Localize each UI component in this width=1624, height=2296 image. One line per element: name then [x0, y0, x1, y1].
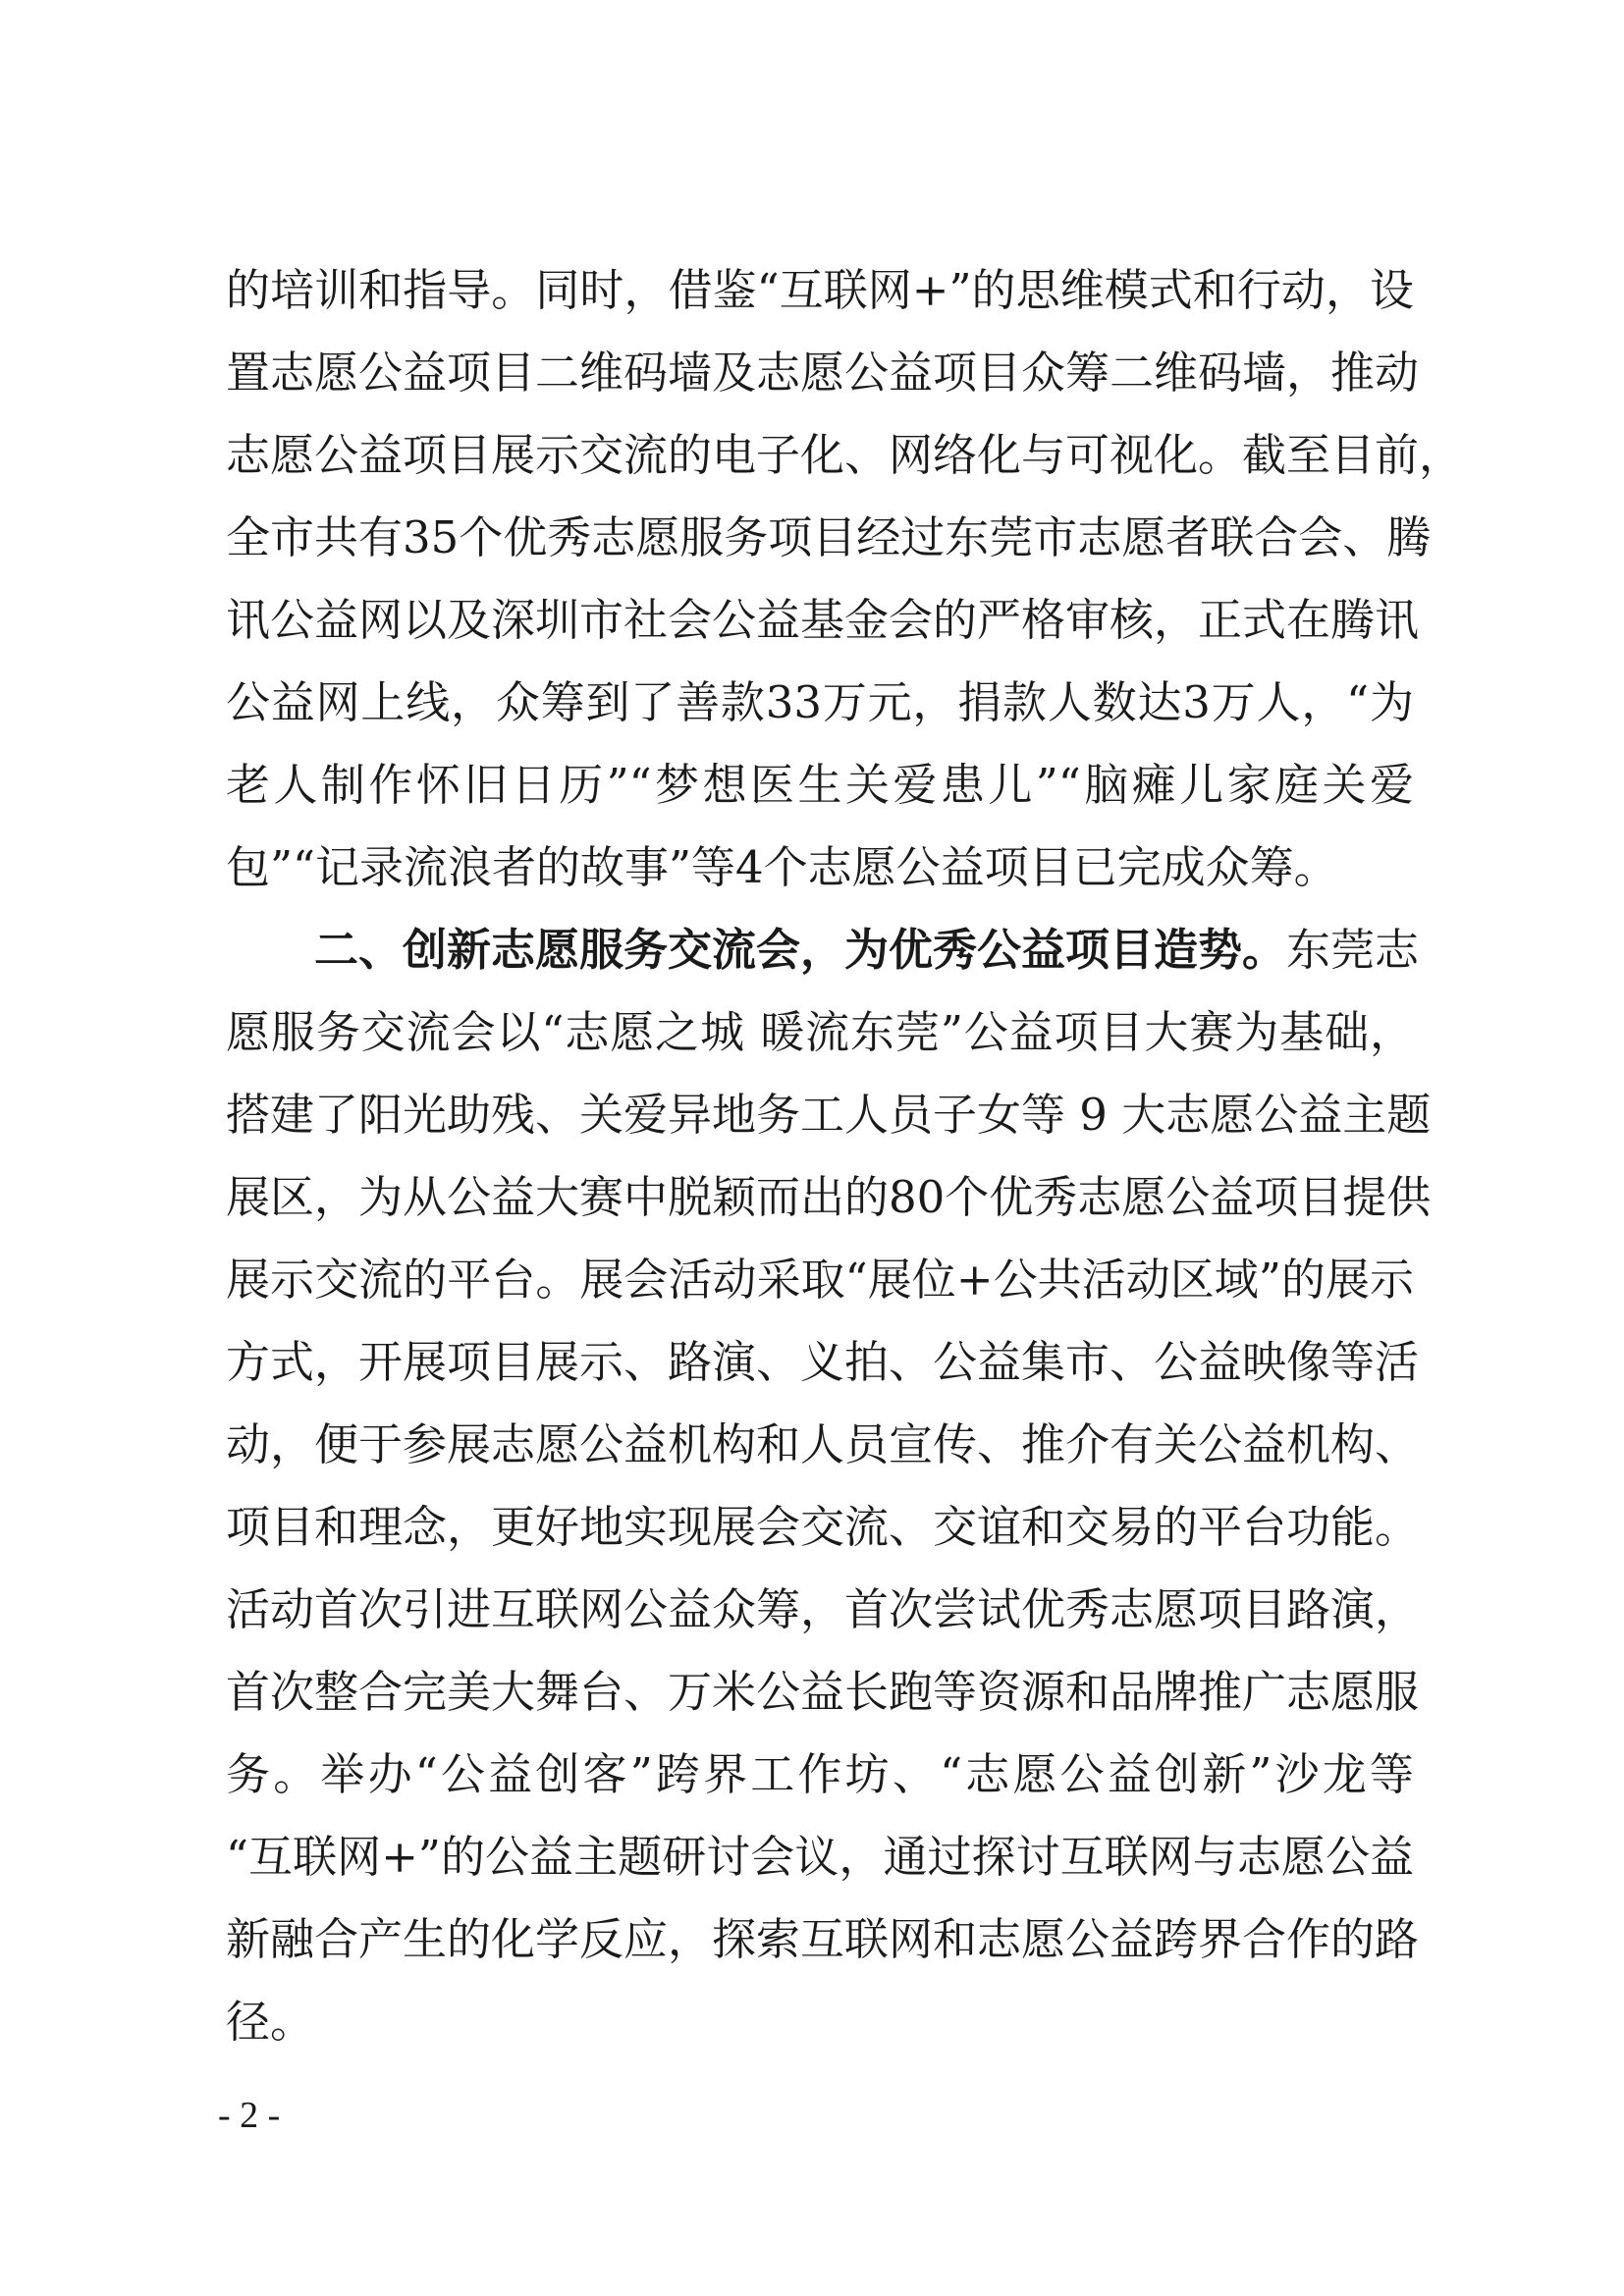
- text-line: 径。: [226, 1996, 315, 2048]
- text-line: 活动首次引进互联网公益众筹，首次尝试优秀志愿项目路演，: [226, 1583, 1420, 1635]
- text-line: 的培训和指导。同时，借鉴“互联网+”的思维模式和行动，设: [226, 264, 1414, 316]
- text-line: 志愿公益项目展示交流的电子化、网络化与可视化。截至目前，: [226, 429, 1464, 481]
- text-line: 务。举办“公益创客”跨界工作坊、“志愿公益创新”沙龙等: [226, 1748, 1414, 1800]
- text-line: 包”“记录流浪者的故事”等4个志愿公益项目已完成众筹。: [226, 841, 1338, 893]
- text-line-rest: 东莞志: [1286, 924, 1420, 976]
- text-line: 置志愿公益项目二维码墙及志愿公益项目众筹二维码墙，推动: [226, 347, 1420, 399]
- text-line: 展区，为从公益大赛中脱颖而出的80个优秀志愿公益项目提供: [226, 1171, 1432, 1223]
- page-number: - 2 -: [218, 2095, 281, 2136]
- text-line: 搭建了阳光助残、关爱异地务工人员子女等 9 大志愿公益主题: [226, 1089, 1432, 1141]
- text-line: 方式，开展项目展示、路演、义拍、公益集市、公益映像等活: [226, 1336, 1420, 1388]
- paragraph-exchange-meeting: [226, 909, 1432, 2063]
- text-line: 展示交流的平台。展会活动采取“展位+公共活动区域”的展示: [226, 1254, 1414, 1306]
- section-heading: 二、创新志愿服务交流会，为优秀公益项目造势。: [314, 924, 1287, 976]
- text-line: “互联网+”的公益主题研讨会议，通过探讨互联网与志愿公益: [226, 1831, 1414, 1883]
- document-body: [226, 249, 1464, 2063]
- text-line: [226, 909, 1420, 991]
- text-line: 全市共有35个优秀志愿服务项目经过东莞市志愿者联合会、腾: [226, 511, 1432, 563]
- paragraph-crowdfunding: [226, 249, 1464, 909]
- text-line: 新融合产生的化学反应，探索互联网和志愿公益跨界合作的路: [226, 1913, 1420, 1965]
- text-line: 愿服务交流会以“志愿之城 暖流东莞”公益项目大赛为基础，: [226, 1006, 1414, 1058]
- text-line: 公益网上线，众筹到了善款33万元，捐款人数达3万人，“为: [226, 676, 1414, 728]
- text-line: 项目和理念，更好地实现展会交流、交谊和交易的平台功能。: [226, 1501, 1420, 1553]
- text-line: 首次整合完美大舞台、万米公益长跑等资源和品牌推广志愿服: [226, 1666, 1420, 1718]
- text-line: 老人制作怀旧日历”“梦想医生关爱患儿”“脑瘫儿家庭关爱: [226, 759, 1414, 811]
- text-line: 动，便于参展志愿公益机构和人员宣传、推介有关公益机构、: [226, 1418, 1420, 1470]
- text-line: 讯公益网以及深圳市社会公益基金会的严格审核，正式在腾讯: [226, 594, 1420, 646]
